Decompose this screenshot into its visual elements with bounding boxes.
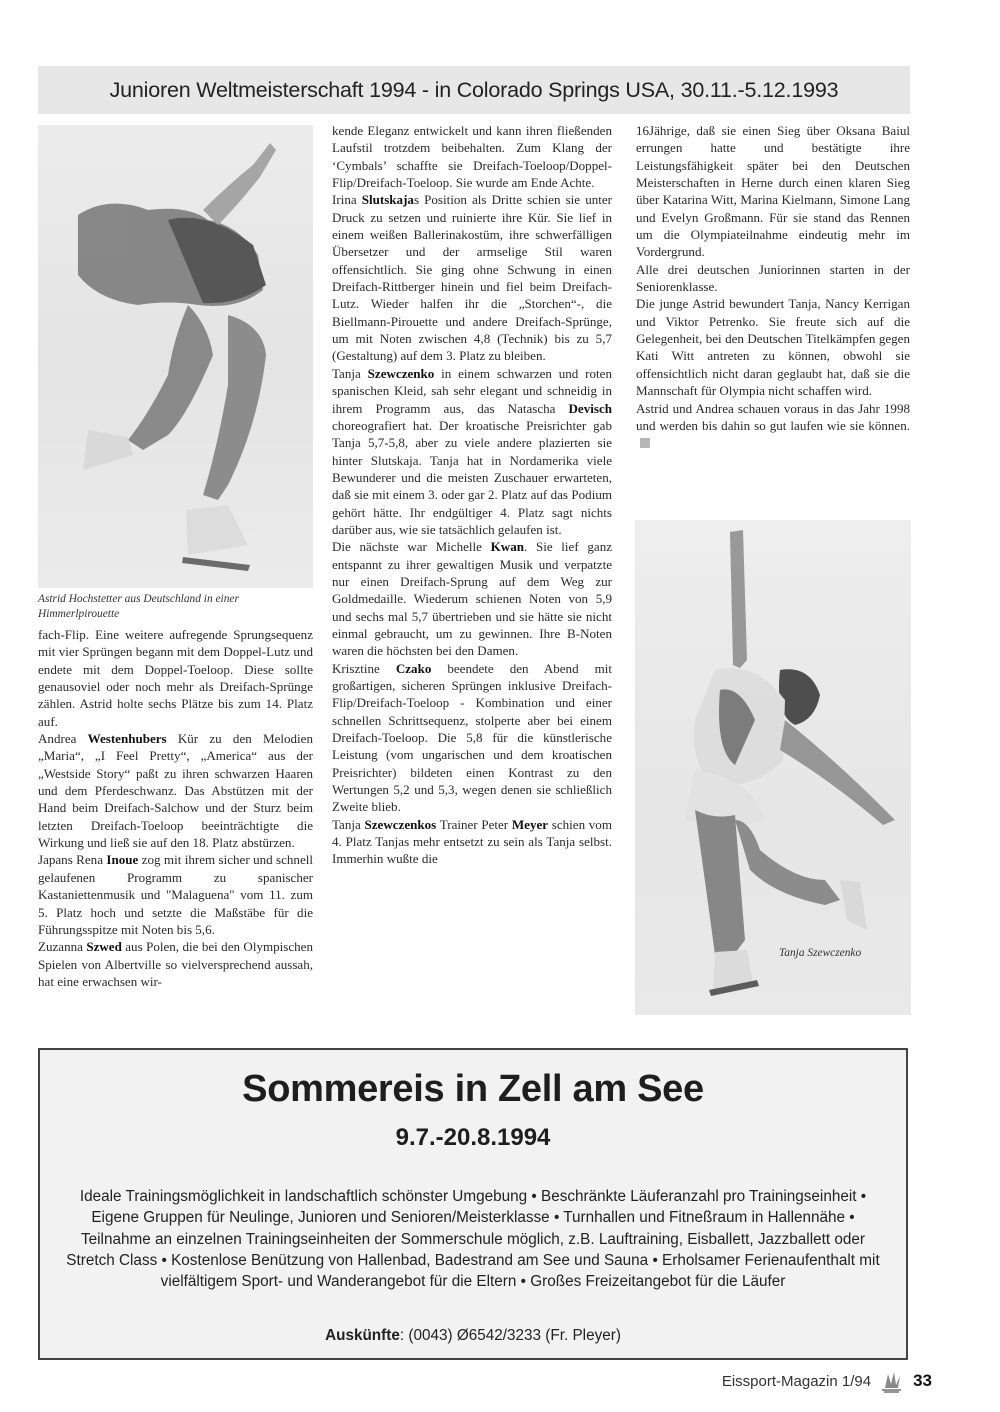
paragraph-text: schien vom 4. Platz Tanjas mehr entsetzt zu sein als Tanja selbst. Immerhin wußte die (332, 816, 612, 867)
ad-date: 9.7.-20.8.1994 (395, 1124, 551, 1151)
paragraph-text: Krisztine (332, 660, 396, 676)
paragraph-text: zog mit ihrem sicher und schnell gelaufenen Programm zu spanischer Kastaniettenmusik und "Malaguena" vom 11. zum 5. Platz hoch und setzte die Maßstäbe für die Führungsspitze mit Noten bis 5,6. (38, 852, 313, 937)
article-paragraph (636, 122, 910, 261)
paragraph-text: s Position als Dritte schien sie unter Druck zu setzen und ruinierte ihre Kür. Sie lief in einem weißen Ballerinakostüm, ihre schwerfälligen Übersetzer und der armselige Stil waren offensichtlich. Sie ging ohne Schwung in einen Dreifach-Rittberger hinein und fiel beim Dreifach-Lutz. Wieder halfen ihr die „Storchen“-, die Biellmann-Pirouette und andere Dreifach-Sprünge, um mit Noten zwischen 4,8 (Technik) bis zu 5,7 (Gestaltung) auf dem 3. Platz zu bleiben. (332, 192, 612, 364)
ad-title: Sommereis in Zell am See (242, 1068, 704, 1110)
article-end-mark-icon (640, 438, 650, 448)
article-paragraph (636, 295, 910, 399)
article-paragraph (332, 191, 612, 364)
skater-name: Kwan (490, 539, 524, 555)
article-title: Junioren Weltmeisterschaft 1994 - in Colorado Springs USA, 30.11.-5.12.1993 (109, 77, 839, 102)
skate-wing-icon (879, 1368, 905, 1394)
paragraph-text: choreografiert hat. Der kroatische Preisrichter gab Tanja 5,7-5,8, aber zu viele andere plazierten sie hinter Slutskaja. Tanja hat in Nordamerika viele Bewunderer und die meisten Zuschauer erwarteten, daß sie mit einem 3. oder gar 2. Platz auf das Podium gehört hätte. Ihr endgültiger 4. Platz sagt nichts darüber aus, wie sie tatsächlich gelaufen ist. (332, 417, 612, 537)
page-footer (722, 1368, 932, 1394)
photo-caption: Tanja Szewczenko (779, 947, 862, 959)
skater-name: Westenhubers (87, 731, 167, 747)
paragraph-text: Alle drei deutschen Juniorinnen starten in der Seniorenklasse. (636, 261, 910, 295)
paragraph-text: kende Eleganz entwickelt und kann ihren fließenden Laufstil trotzdem beibehalten. Zum Klang der ‘Cymbals’ schaffte sie Dreifach-Toeloop/Doppel-Flip/Dreifach-Toeloop. Sie wurde am Ende Achte. (332, 123, 612, 191)
article-column-2 (332, 122, 612, 868)
advertisement-box (38, 1048, 908, 1360)
skater-name: Inoue (106, 852, 139, 868)
paragraph-text: Trainer Peter (436, 816, 512, 832)
paragraph-text: beendete den Abend mit großartigen, sicheren Sprüngen inklusive Dreifach-Flip/Dreifach-Toeloop - Kombination und einer schnellen Schrittsequenz, stolperte aber bei einem Dreifach-Toeloop. Die 5,8 für die künstlerische Leistung (vom ungarischen und dem kroatischen Preisrichter) bildeten einen Kontrast zu den Wertungen 5,2 und 5,3, wegen denen sie schließlich Zweite blieb. (332, 660, 612, 815)
paragraph-text: Tanja (332, 365, 368, 381)
paragraph-text: Irina (332, 192, 362, 208)
article-paragraph (636, 261, 910, 296)
skater-name: Szewczenko (367, 365, 435, 381)
article-column-1 (38, 626, 313, 990)
photo-caption: Astrid Hochstetter aus Deutschland in einer Himmerlpirouette (38, 593, 239, 620)
magazine-issue: Eissport-Magazin 1/94 (721, 1372, 872, 1390)
article-paragraph (38, 851, 313, 938)
article-paragraph (38, 626, 313, 730)
paragraph-text: Kür zu den Melodien „Maria“, „I Feel Pretty“, „America“ aus der „Westside Story“ paßt zu ihren schwarzen Haaren und dem Pferdeschwanz. Das Abstützen mit der Hand beim Dreifach-Salchow und der Sturz beim letzten Dreifach-Toeloop beeinträchtigte die Wirkung und ließ sie auf den 18. Platz abstürzen. (38, 731, 313, 851)
skater-name: Szewczenkos (364, 816, 437, 832)
skater-photo-figure (635, 520, 911, 1015)
photo-tanja-szewczenko (635, 520, 911, 1015)
ad-contact-value: : (0043) Ø6542/3233 (Fr. Pleyer) (399, 1327, 621, 1344)
paragraph-text: Astrid und Andrea schauen voraus in das Jahr 1998 und werden bis dahin so gut laufen wie sie können. (636, 400, 910, 433)
paragraph-text: Die nächste war Michelle (332, 539, 491, 555)
article-paragraph (332, 122, 612, 191)
paragraph-text: Zuzanna (38, 939, 87, 955)
skater-photo-figure (38, 125, 313, 588)
article-paragraph (38, 730, 313, 851)
article-title-bar (38, 66, 910, 114)
article-column-3 (636, 122, 910, 452)
ad-body: Ideale Trainingsmöglichkeit in landschaftlich schönster Umgebung • Beschränkte Läuferanzahl pro Trainingseinheit • Eigene Gruppen für Neulinge, Junioren und Senioren/Meisterklasse • Turnhallen und Fitneßraum in Hallennähe • Teilnahme an einzelnen Trainingseinheiten der Sommerschule möglich, z.B. Lauftraining, Eisballett, Jazzballett oder Stretch Class • Kostenlose Benützung von Hallenbad, Badestrand am See und Sauna • Erholsamer Ferienaufenthalt mit vielfältigem Sport- und Wanderangebot für die Eltern • Großes Freizeitangebot für die Läufer (66, 1188, 880, 1291)
paragraph-text: 16Jährige, daß sie einen Sieg über Oksana Baiul errungen hatte und bestätigte ihre Leistungsfähigkeit später bei den Deutschen Meisterschaften in Herne durch einen klaren Sieg über Katarina Witt, Marina Kielmann, Simone Lang und Evelyn Großmann. Für sie stand das Rennen um die Olympiateilnahme eindeutig mehr im Vordergrund. (636, 123, 910, 260)
paragraph-text: Die junge Astrid bewundert Tanja, Nancy Kerrigan und Viktor Petrenko. Sie freute sich auf die Gelegenheit, bei den Deutschen Titelkämpfen gegen Kati Witt antreten zu können, obwohl sie offensichtlich nicht daran geglaubt hat, daß sie die Mannschaft für Olympia nicht schaffen wird. (636, 296, 910, 399)
paragraph-text: aus Polen, die bei den Olympischen Spielen von Albertville so vielversprechend aussah, hat eine erwachsen wir- (38, 939, 313, 989)
skater-name: Devisch (568, 400, 612, 416)
paragraph-text: in einem schwarzen und roten spanischen Kleid, sah sehr elegant und schneidig in ihrem Programm aus, das Natascha (332, 365, 612, 416)
photo-astrid-hochstetter (38, 125, 313, 588)
paragraph-text: Andrea (38, 731, 88, 747)
paragraph-text: fach-Flip. Eine weitere aufregende Sprungsequenz mit vier Sprüngen begann mit dem Doppel-Lutz und endete mit dem Doppel-Toeloop. Diese sollte genausoviel oder noch mehr als Dreifach-Sprünge zählen. Astrid holte sechs Plätze bis zum 14. Platz auf. (38, 627, 313, 729)
skater-name: Czako (395, 660, 432, 676)
paragraph-text: . Sie lief ganz entspannt zu ihrer gewaltigen Musik und verpatzte nur einen Dreifach-Sprung auf dem Weg zur Goldmedaille. Wiederum schienen Noten von 5,9 und sechs mal 5,7 übertrieben und sie hätte sie nicht einmal gebraucht, um zu gewinnen. Ihre B-Noten waren die höchsten bei den Damen. (332, 539, 613, 659)
article-paragraph (332, 365, 612, 538)
skater-name: Slutskaja (361, 192, 414, 208)
ad-contact-label: Auskünfte (325, 1327, 400, 1344)
paragraph-text: Japans Rena (38, 852, 107, 868)
paragraph-text: Tanja (332, 816, 365, 832)
article-paragraph (332, 660, 612, 816)
skater-name: Meyer (511, 816, 549, 832)
skater-name: Szwed (86, 939, 122, 955)
article-paragraph (332, 816, 612, 868)
article-paragraph (332, 538, 612, 659)
page-number: 33 (913, 1371, 932, 1390)
ad-contact (40, 1327, 906, 1345)
article-paragraph (38, 938, 313, 990)
article-paragraph (636, 400, 910, 452)
